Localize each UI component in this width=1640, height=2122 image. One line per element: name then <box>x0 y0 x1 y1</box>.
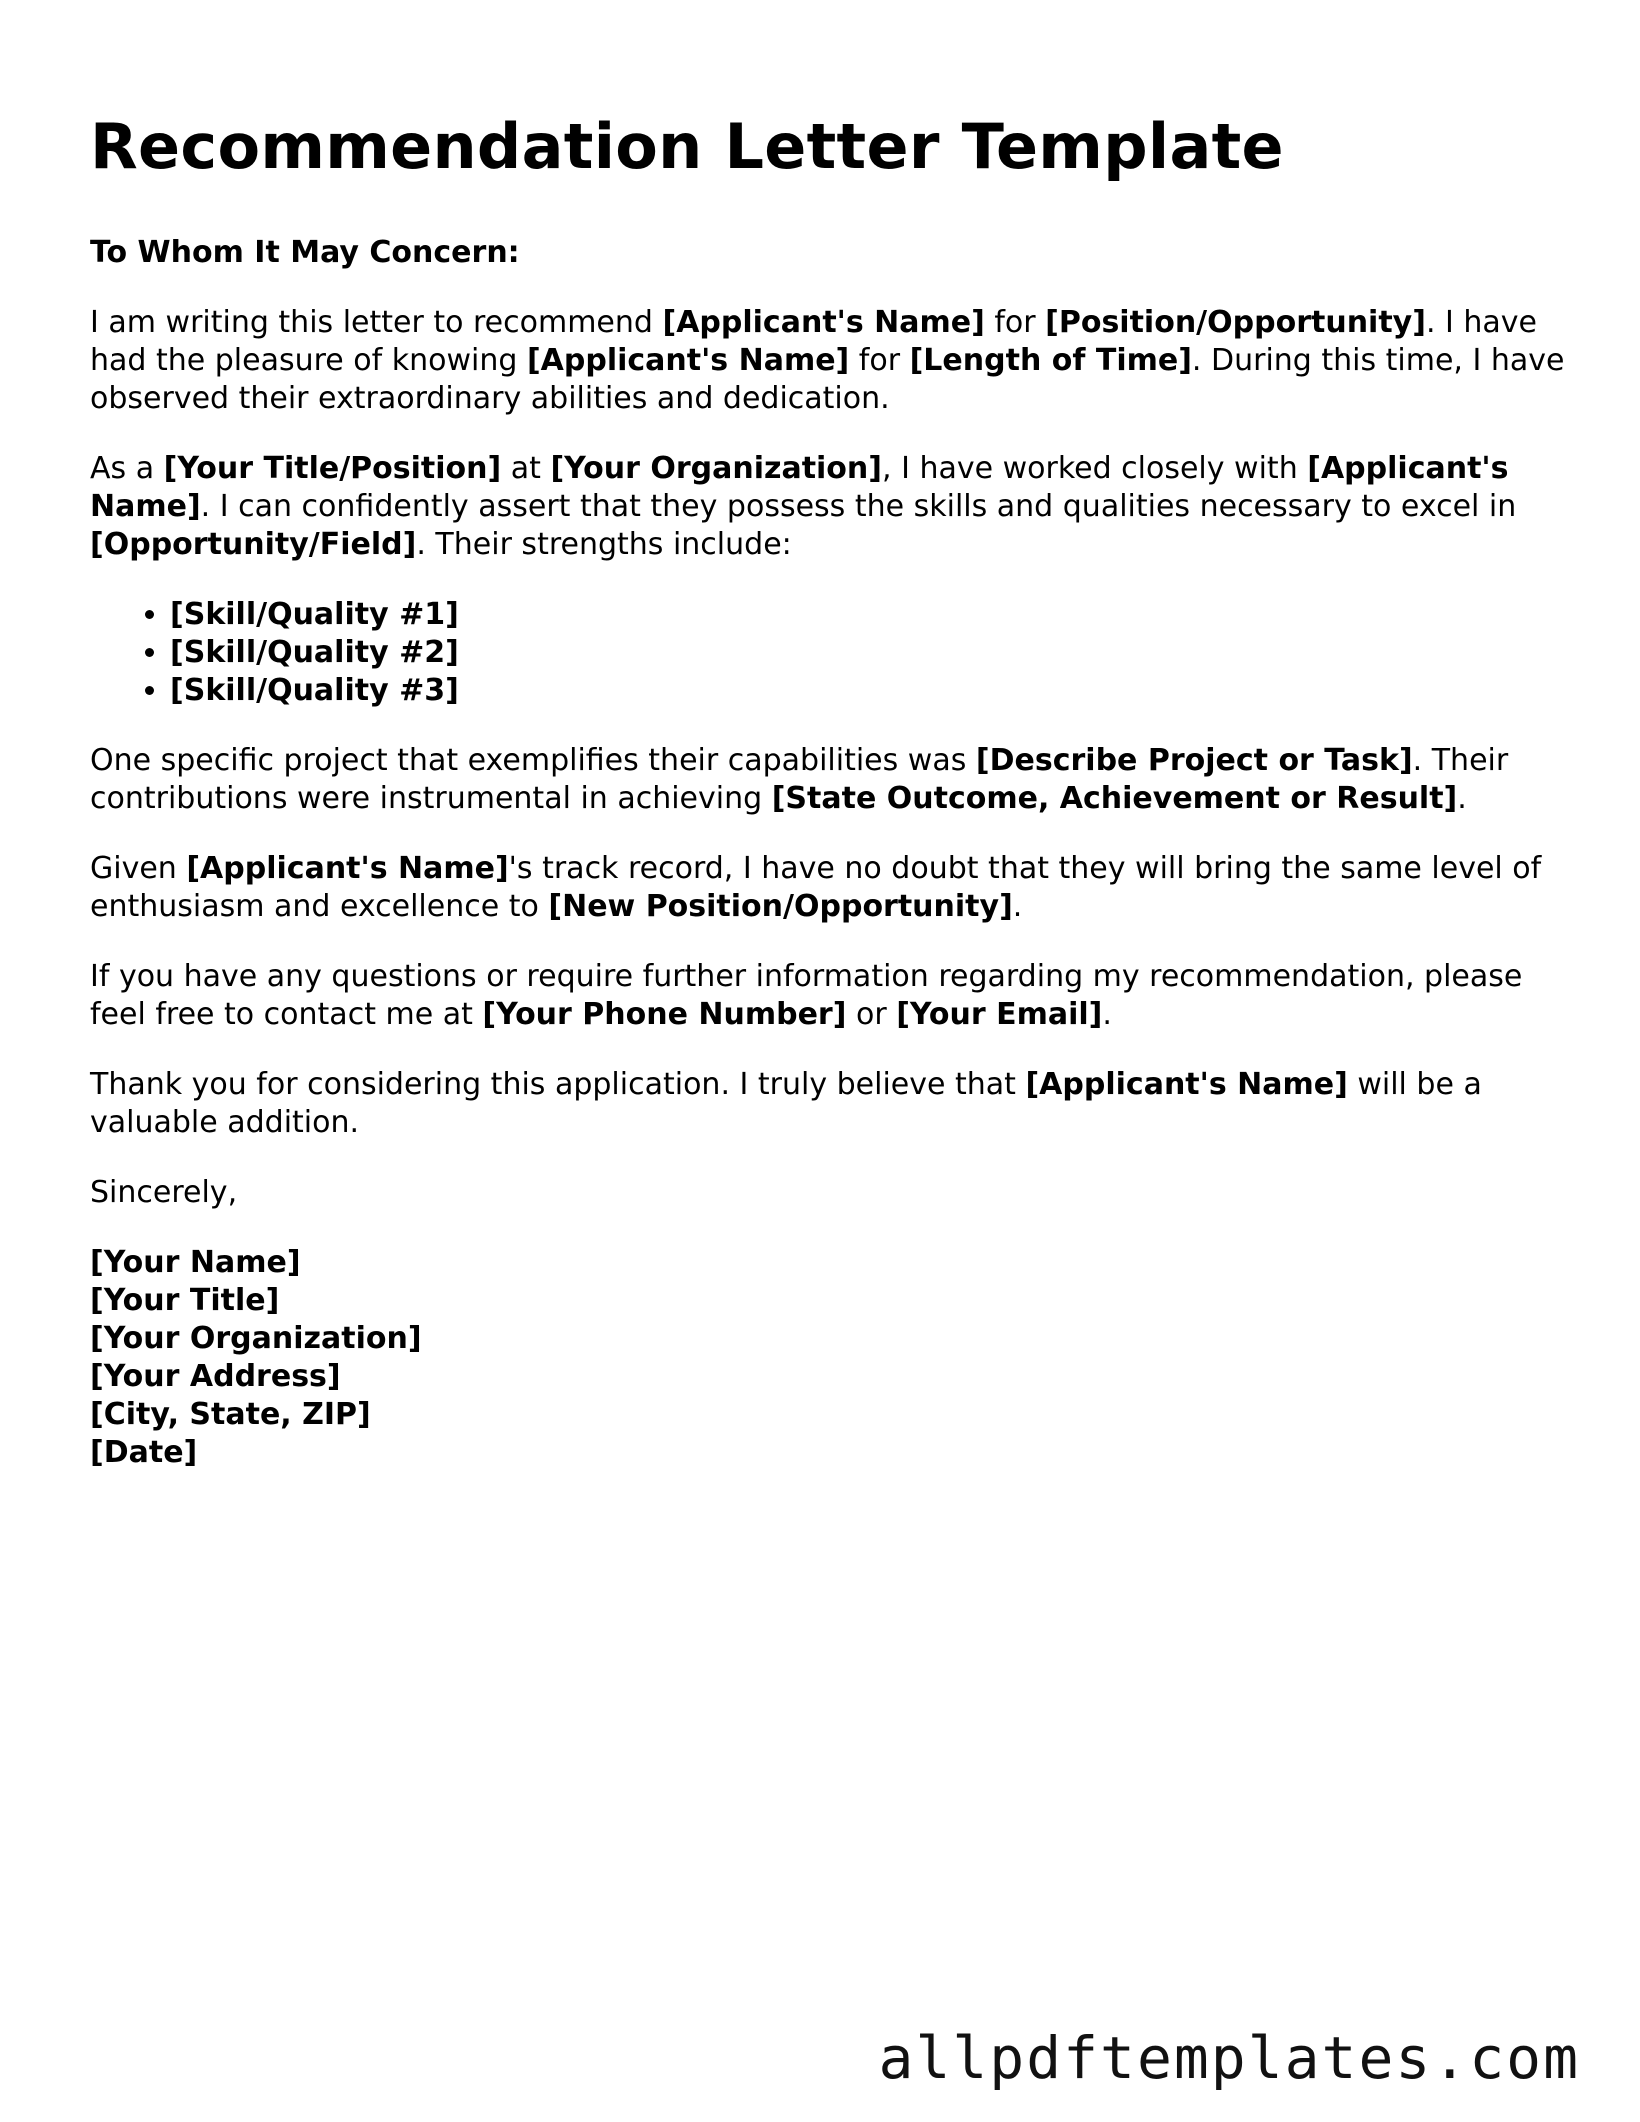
list-item: • [Skill/Quality #1] <box>170 596 1570 634</box>
text: I am writing this letter to recommend <box>90 305 663 341</box>
placeholder-length-of-time: [Length of Time] <box>909 343 1192 379</box>
text: for <box>984 305 1046 341</box>
text: for <box>849 343 910 379</box>
placeholder-applicant-name: [Applicant's Name] <box>526 343 850 379</box>
text: 's track record, I have no doubt that they will bring the same level of enthusiasm and excellence to <box>90 851 1542 925</box>
placeholder-applicant-name: [Applicant's Name] <box>90 451 1509 525</box>
list-item: • [Skill/Quality #3] <box>170 672 1570 710</box>
placeholder-your-organization: [Your Organization] <box>550 451 882 487</box>
text: will be a valuable addition. <box>90 1067 1482 1141</box>
salutation: To Whom It May Concern: <box>90 235 520 271</box>
signature-organization: [Your Organization] <box>90 1321 422 1357</box>
text: . Their contributions were instrumental in achieving <box>90 743 1509 817</box>
text: As a <box>90 451 164 487</box>
paragraph-project <box>90 742 1570 818</box>
placeholder-applicant-name: [Applicant's Name] <box>662 305 985 341</box>
placeholder-email: [Your Email] <box>896 997 1103 1033</box>
text: Thank you for considering this application. I truly believe that <box>90 1067 1026 1103</box>
signature-address: [Your Address] <box>90 1359 341 1395</box>
text: . I have had the pleasure of knowing <box>90 305 1538 379</box>
paragraph-track-record <box>90 850 1570 926</box>
text: at <box>501 451 551 487</box>
text: If you have any questions or require further information regarding my recommendation, please feel free to contact me at <box>90 959 1523 1033</box>
paragraph-thanks <box>90 1066 1570 1142</box>
text: . I can confidently assert that they possess the skills and qualities necessary to excel in <box>200 489 1517 525</box>
paragraph-contact <box>90 958 1570 1034</box>
text: . <box>1102 997 1112 1033</box>
placeholder-applicant-name: [Applicant's Name] <box>186 851 509 887</box>
placeholder-new-position: [New Position/Opportunity] <box>548 889 1013 925</box>
text: . During this time, I have observed their extraordinary abilities and dedication. <box>90 343 1565 417</box>
signature-city-state-zip: [City, State, ZIP] <box>90 1397 371 1433</box>
letter-page <box>90 110 1570 1472</box>
placeholder-phone: [Your Phone Number] <box>482 997 847 1033</box>
placeholder-outcome: [State Outcome, Achievement or Result] <box>771 781 1458 817</box>
paragraph-relationship <box>90 450 1570 564</box>
placeholder-project: [Describe Project or Task] <box>975 743 1413 779</box>
strengths-list <box>90 596 1570 710</box>
text: . <box>1012 889 1023 925</box>
watermark: allpdftemplates.com <box>878 2024 1580 2092</box>
signature-title: [Your Title] <box>90 1283 280 1319</box>
signature-name: [Your Name] <box>90 1245 301 1281</box>
placeholder-opportunity-field: [Opportunity/Field] <box>90 527 417 563</box>
text: or <box>846 997 897 1033</box>
text: Given <box>90 851 187 887</box>
closing: Sincerely, <box>90 1175 238 1211</box>
placeholder-your-title: [Your Title/Position] <box>163 451 502 487</box>
list-item: • [Skill/Quality #2] <box>170 634 1570 672</box>
signature-block <box>90 1244 1570 1472</box>
page-title: Recommendation Letter Template <box>90 110 1284 183</box>
paragraph-intro <box>90 304 1570 418</box>
text: . <box>1457 781 1467 817</box>
text: , I have worked closely with <box>882 451 1308 487</box>
text: One specific project that exemplifies their capabilities was <box>90 743 976 779</box>
placeholder-applicant-name: [Applicant's Name] <box>1025 1067 1348 1103</box>
signature-date: [Date] <box>90 1435 198 1471</box>
placeholder-position: [Position/Opportunity] <box>1045 305 1426 341</box>
text: . Their strengths include: <box>416 527 792 563</box>
